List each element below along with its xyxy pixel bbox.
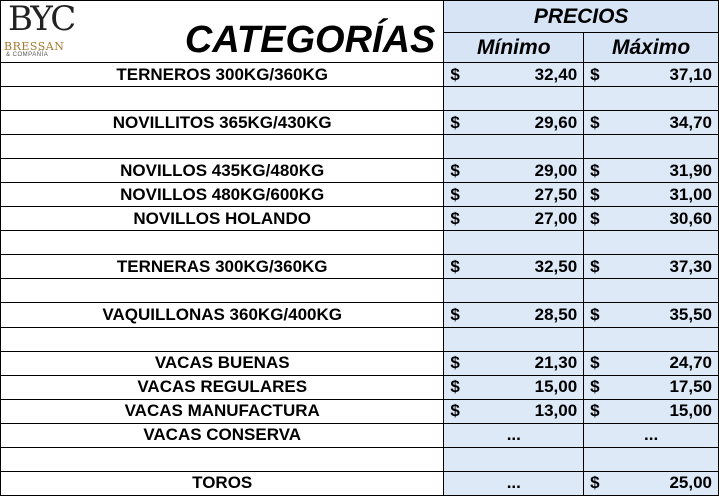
- table-row: [1, 111, 719, 135]
- category-cell: NOVILLOS 435KG/480KG: [1, 159, 444, 183]
- currency-symbol: $: [450, 353, 460, 373]
- price-min-cell: [444, 303, 584, 327]
- currency-symbol: $: [450, 304, 460, 324]
- price-value: 30,60: [669, 208, 712, 228]
- category-cell: [1, 231, 444, 255]
- price-value: 28,50: [534, 304, 578, 324]
- currency-symbol: $: [590, 208, 600, 228]
- category-cell: VACAS BUENAS: [1, 351, 444, 375]
- price-value: 34,70: [669, 112, 712, 132]
- currency-symbol: $: [450, 160, 460, 180]
- price-value: 37,10: [669, 64, 712, 84]
- currency-symbol: $: [590, 304, 600, 324]
- price-max-cell: [584, 471, 719, 495]
- logo-mark: BYC: [8, 0, 75, 39]
- table-row: [1, 255, 719, 279]
- currency-symbol: $: [590, 353, 600, 373]
- min-header: Mínimo: [444, 33, 584, 63]
- company-logo: [2, 2, 78, 60]
- price-min-cell: [444, 111, 584, 135]
- price-max-cell: [584, 327, 719, 351]
- price-max-cell: [584, 63, 719, 87]
- price-min-cell: [444, 231, 584, 255]
- category-cell: VACAS REGULARES: [1, 375, 444, 399]
- category-cell: TERNEROS 300KG/360KG: [1, 63, 444, 87]
- price-min-cell: [444, 327, 584, 351]
- price-max-cell: [584, 447, 719, 471]
- category-cell: [1, 327, 444, 351]
- price-max-cell: [584, 111, 719, 135]
- price-value: 35,50: [669, 304, 712, 324]
- price-max-cell: [584, 207, 719, 231]
- price-value: 24,70: [669, 353, 712, 373]
- currency-symbol: $: [590, 64, 600, 84]
- price-max-cell: [584, 399, 719, 423]
- currency-symbol: $: [590, 112, 600, 132]
- category-cell: NOVILLOS 480KG/600KG: [1, 183, 444, 207]
- price-value: 27,00: [534, 208, 578, 228]
- price-min-cell: [444, 255, 584, 279]
- category-cell: VACAS MANUFACTURA: [1, 399, 444, 423]
- table-row: [1, 375, 719, 399]
- currency-symbol: $: [590, 160, 600, 180]
- price-min-cell: [444, 135, 584, 159]
- category-cell: NOVILLITOS 365KG/430KG: [1, 111, 444, 135]
- price-value: 29,60: [534, 112, 578, 132]
- price-value: 15,00: [669, 401, 712, 421]
- price-min-cell: [444, 375, 584, 399]
- price-value: 29,00: [534, 160, 578, 180]
- price-max-cell: [584, 231, 719, 255]
- table-row: [1, 159, 719, 183]
- category-cell: [1, 279, 444, 303]
- price-value: 13,00: [534, 401, 578, 421]
- currency-symbol: $: [590, 377, 600, 397]
- category-cell: NOVILLOS HOLANDO: [1, 207, 444, 231]
- category-cell: VAQUILLONAS 360KG/400KG: [1, 303, 444, 327]
- table-row: [1, 351, 719, 375]
- price-max-cell: [584, 159, 719, 183]
- price-max-cell: [584, 351, 719, 375]
- price-max-cell: [584, 87, 719, 111]
- price-value: 31,00: [669, 184, 712, 204]
- table-row: [1, 231, 719, 255]
- logo-subtitle: & COMPAÑÍA: [6, 52, 49, 58]
- price-min-cell: [444, 447, 584, 471]
- category-cell: [1, 447, 444, 471]
- table-row: [1, 423, 719, 447]
- price-min-cell: ...: [444, 423, 584, 447]
- price-max-cell: [584, 303, 719, 327]
- price-min-cell: [444, 63, 584, 87]
- currency-symbol: $: [450, 64, 460, 84]
- currency-symbol: $: [450, 208, 460, 228]
- price-value: 27,50: [534, 184, 578, 204]
- price-max-cell: [584, 255, 719, 279]
- price-value: 31,90: [669, 160, 712, 180]
- currency-symbol: $: [590, 401, 600, 421]
- currency-symbol: $: [590, 473, 600, 493]
- price-max-cell: [584, 375, 719, 399]
- price-max-cell: [584, 183, 719, 207]
- price-min-cell: [444, 207, 584, 231]
- category-cell: TOROS: [1, 471, 444, 495]
- price-value: 21,30: [534, 353, 578, 373]
- price-value: 15,00: [534, 377, 578, 397]
- category-cell: TERNERAS 300KG/360KG: [1, 255, 444, 279]
- price-min-cell: [444, 87, 584, 111]
- price-value: 32,50: [534, 256, 578, 276]
- prices-header: PRECIOS: [444, 1, 719, 33]
- price-min-cell: ...: [444, 471, 584, 495]
- currency-symbol: $: [590, 184, 600, 204]
- max-header: Máximo: [584, 33, 719, 63]
- price-min-cell: [444, 399, 584, 423]
- category-cell: [1, 87, 444, 111]
- currency-symbol: $: [450, 401, 460, 421]
- currency-symbol: $: [450, 377, 460, 397]
- table-row: [1, 447, 719, 471]
- currency-symbol: $: [450, 256, 460, 276]
- table-row: [1, 279, 719, 303]
- table-row: [1, 183, 719, 207]
- table-row: [1, 471, 719, 495]
- price-min-cell: [444, 159, 584, 183]
- table-row: [1, 63, 719, 87]
- table-row: [1, 399, 719, 423]
- price-value: 32,40: [534, 64, 578, 84]
- table-row: [1, 327, 719, 351]
- price-min-cell: [444, 183, 584, 207]
- table-row: [1, 135, 719, 159]
- price-max-cell: ...: [584, 423, 719, 447]
- currency-symbol: $: [590, 256, 600, 276]
- logo-name: BRESSAN: [4, 40, 65, 53]
- price-max-cell: [584, 135, 719, 159]
- category-cell: [1, 135, 444, 159]
- price-max-cell: [584, 279, 719, 303]
- price-min-cell: [444, 351, 584, 375]
- currency-symbol: $: [450, 112, 460, 132]
- table-row: [1, 303, 719, 327]
- price-value: 17,50: [669, 377, 712, 397]
- categories-title: CATEGORÍAS: [184, 19, 436, 61]
- price-value: 25,00: [669, 473, 712, 493]
- table-row: [1, 87, 719, 111]
- category-cell: VACAS CONSERVA: [1, 423, 444, 447]
- price-value: 37,30: [669, 256, 712, 276]
- currency-symbol: $: [450, 184, 460, 204]
- price-min-cell: [444, 279, 584, 303]
- table-row: [1, 207, 719, 231]
